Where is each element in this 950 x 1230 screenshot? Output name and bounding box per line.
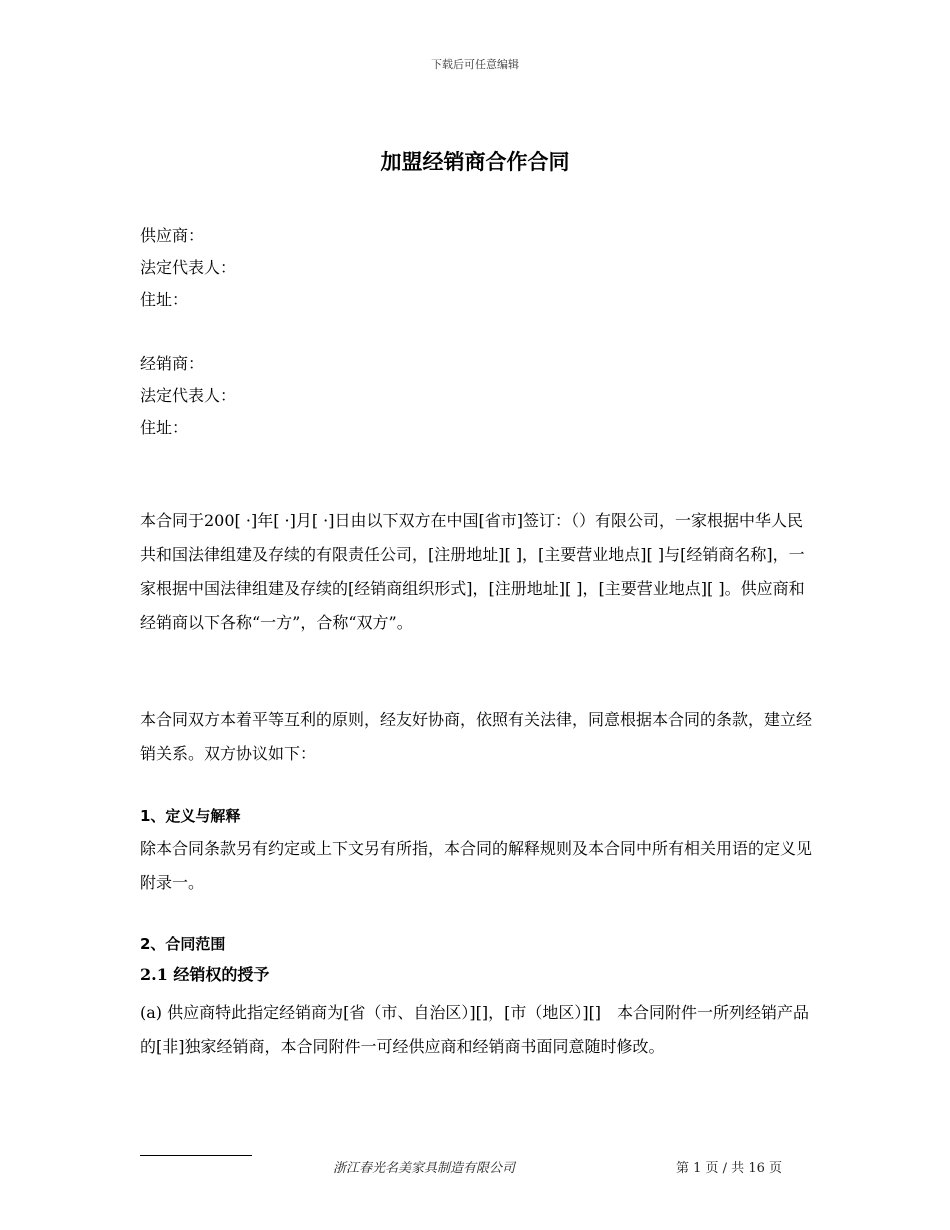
section2-clause-a: (a) 供应商特此指定经销商为[省（市、自治区）][]，[市（地区）][] 本合同附件一所列经销产品的[非]独家经销商，本合同附件一可经供应商和经销商书面同意随时修改。: [140, 1003, 810, 1056]
header-note: 下载后可任意编辑: [431, 58, 519, 71]
footer-divider: [140, 1155, 252, 1156]
distributor-label: 经销商：: [140, 354, 205, 373]
supplier-block: [140, 220, 820, 316]
supplier-address-label: 住址：: [140, 290, 189, 309]
footer-page-number: 第 1 页 / 共 16 页: [676, 1161, 782, 1176]
intro-paragraph: 本合同于200[ ·]年[ ·]月[ ·]日由以下双方在中国[省市]签订：（）有限公司，一家根据中华人民共和国法律组建及存续的有限责任公司，[注册地址][ ]，[主要营业地点][ ]与[经销商名称]，一家根据中国法律组建及存续的[经销商组织形式]，[注册地址][ ]，[主要营业地点][ ]。供应商和经销商以下各称“一方”，合称“双方”。: [140, 511, 805, 632]
document-title: 加盟经销商合作合同: [380, 150, 570, 174]
section1-heading: 1、定义与解释: [140, 807, 241, 825]
footer-company: 浙江春光名美家具制造有限公司: [333, 1161, 516, 1176]
section2-subheading: 2.1 经销权的授予: [140, 965, 270, 984]
supplier-representative-label: 法定代表人：: [140, 258, 237, 277]
distributor-block: [140, 348, 820, 444]
section2-heading: 2、合同范围: [140, 935, 226, 953]
principle-paragraph: 本合同双方本着平等互利的原则，经友好协商，依照有关法律，同意根据本合同的条款，建立经销关系。双方协议如下：: [140, 710, 813, 763]
distributor-representative-label: 法定代表人：: [140, 386, 237, 405]
distributor-address-label: 住址：: [140, 418, 189, 437]
section1-body: 除本合同条款另有约定或上下文另有所指，本合同的解释规则及本合同中所有相关用语的定义见附录一。: [140, 839, 813, 892]
supplier-label: 供应商：: [140, 226, 205, 245]
